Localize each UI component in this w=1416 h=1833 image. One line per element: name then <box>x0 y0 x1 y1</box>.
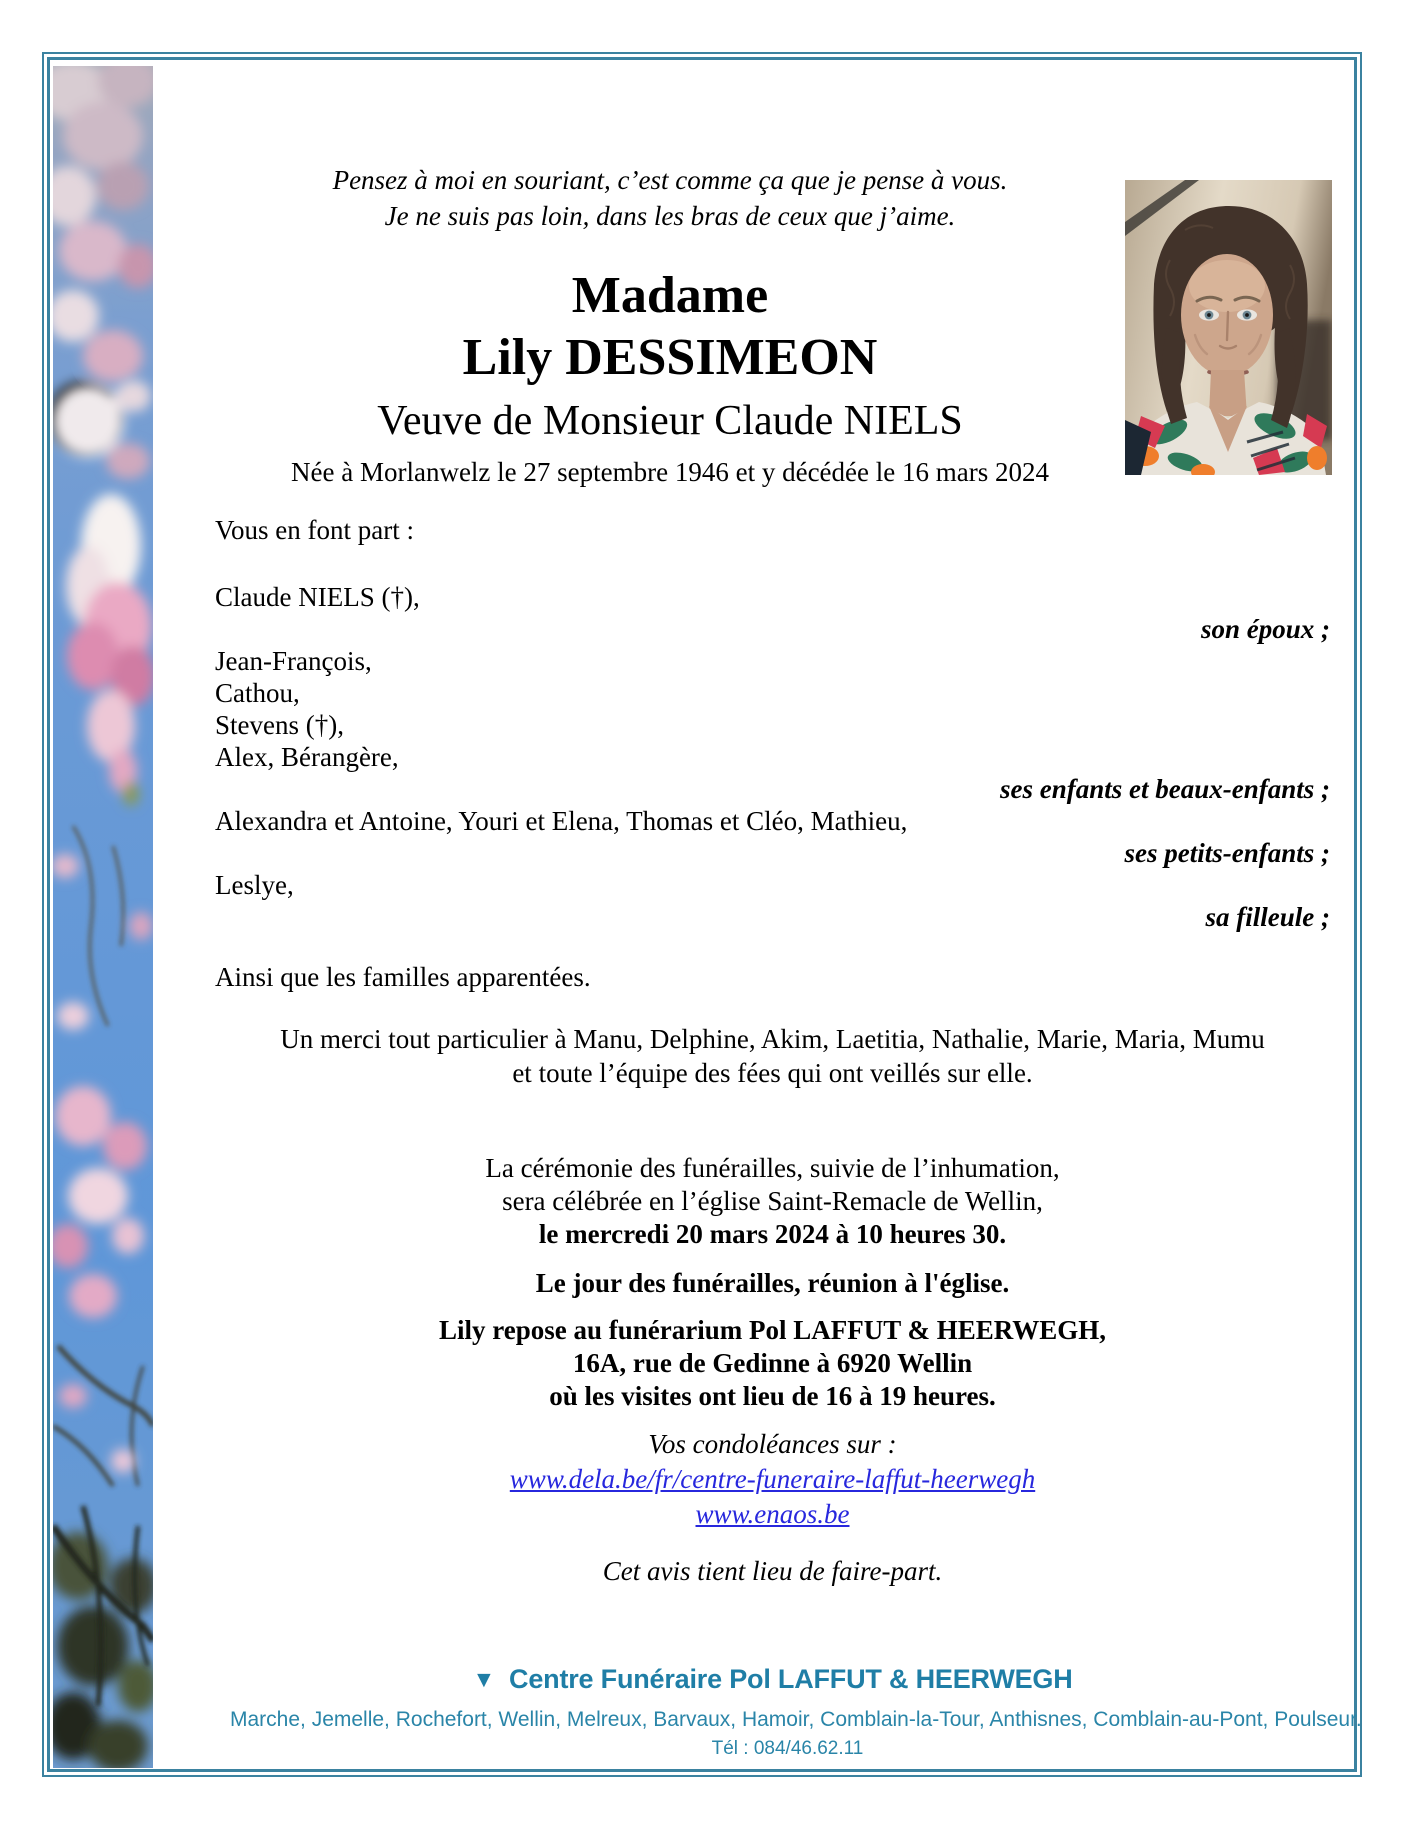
enaos-link[interactable]: www.enaos.be <box>695 1499 850 1529</box>
funeral-home-brand-line <box>215 1663 1330 1697</box>
condolences-link-2-row <box>215 1498 1330 1531</box>
condolences-link-1-row <box>215 1463 1330 1496</box>
thanks-line-1: Un merci tout particulier à Manu, Delphine, Akim, Laetitia, Nathalie, Marie, Maria, Mumu <box>280 1024 1265 1054</box>
funeral-home-phone: Tél : 084/46.62.11 <box>711 1738 864 1759</box>
ceremony-line-1: La cérémonie des funérailles, suivie de l’inhumation, <box>485 1153 1060 1183</box>
birth-death-line: Née à Morlanwelz le 27 septembre 1946 et y décédée le 16 mars 2024 <box>291 457 1049 487</box>
thanks-line-2: et toute l’équipe des fées qui ont veillés sur elle. <box>512 1058 1033 1088</box>
ceremony-date-line: le mercredi 20 mars 2024 à 10 heures 30. <box>538 1219 1007 1249</box>
repose-line-2: 16A, rue de Gedinne à 6920 Wellin <box>572 1348 973 1378</box>
magnolia-photo-illustration <box>53 66 153 1768</box>
funeral-home-brand-name: Centre Funéraire Pol LAFFUT & HEERWEGH <box>509 1664 1073 1694</box>
funeral-home-paragraph <box>215 1314 1330 1413</box>
family-names-line: Cathou, <box>215 678 300 708</box>
family-names-line: Claude NIELS (†), <box>215 582 420 612</box>
funeral-home-locations: Marche, Jemelle, Rochefort, Wellin, Melreux, Barvaux, Hamoir, Comblain-la-Tour, Anthisnes, Comblain-au-Pont, Poulseur. <box>230 1708 1362 1731</box>
quote-line-1: Pensez à moi en souriant, c’est comme ça que je pense à vous. <box>332 165 1008 195</box>
opening-quote <box>215 162 1125 234</box>
family-relation-line: ses petits-enfants ; <box>1124 838 1330 868</box>
families-closing-line: Ainsi que les familles apparentées. <box>215 962 591 992</box>
triangle-down-icon: ▼ <box>472 1666 496 1692</box>
condolences-intro: Vos condoléances sur : <box>648 1429 897 1459</box>
family-names-line: Stevens (†), <box>215 710 344 740</box>
repose-line-3: où les visites ont lieu de 16 à 19 heures. <box>549 1381 996 1411</box>
dela-condolences-link[interactable]: www.dela.be/fr/centre-funeraire-laffut-heerwegh <box>509 1464 1036 1494</box>
family-names-line: Alexandra et Antoine, Youri et Elena, Thomas et Cléo, Mathieu, <box>215 806 908 836</box>
widow-subtitle: Veuve de Monsieur Claude NIELS <box>377 398 963 444</box>
family-relation-line: son époux ; <box>1200 614 1330 644</box>
thanks-paragraph <box>215 1022 1330 1090</box>
family-names-line: Jean-François, <box>215 646 372 676</box>
family-names-line: Leslye, <box>215 870 294 900</box>
ceremony-line-2: sera célébrée en l’église Saint-Remacle de Wellin, <box>502 1186 1043 1216</box>
magnolia-photo-strip <box>53 66 153 1768</box>
card-text-content <box>215 0 1362 1833</box>
family-list <box>215 581 1330 933</box>
faire-part-notice: Cet avis tient lieu de faire-part. <box>602 1556 943 1586</box>
quote-line-2: Je ne suis pas loin, dans les bras de ceux que j’aime. <box>384 201 956 231</box>
family-relation-line: sa filleule ; <box>1205 902 1330 932</box>
announcement-intro: Vous en font part : <box>215 515 414 545</box>
title-madame: Madame <box>571 267 769 324</box>
deceased-name: Lily DESSIMEON <box>462 329 878 386</box>
church-meeting-line: Le jour des funérailles, réunion à l'église. <box>535 1268 1010 1298</box>
ceremony-paragraph <box>215 1152 1330 1251</box>
family-relation-line: ses enfants et beaux-enfants ; <box>1000 774 1330 804</box>
family-names-line: Alex, Bérangère, <box>215 742 399 772</box>
repose-line-1: Lily repose au funérarium Pol LAFFUT & HEERWEGH, <box>438 1315 1107 1345</box>
